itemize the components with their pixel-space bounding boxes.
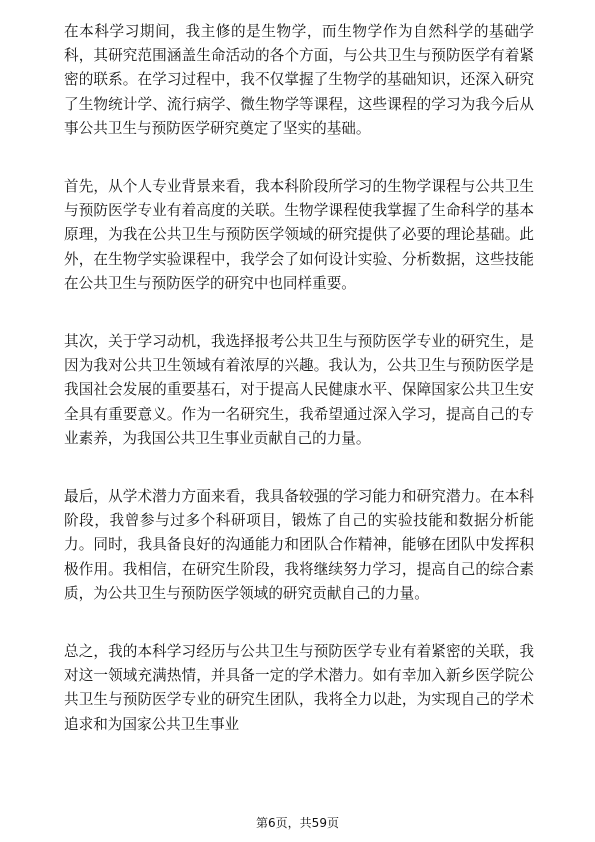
paragraph-5: 总之，我的本科学习经历与公共卫生与预防医学专业有着紧密的关联，我对这一领域充满热情，并具备一定的学术潜力。如有幸加入新乡医学院公共卫生与预防医学专业的研究生团队，我将全力以赴，为实现自己的学术追求和为国家公共卫生事业 [64,643,534,733]
paragraph-4: 最后，从学术潜力方面来看，我具备较强的学习能力和研究潜力。在本科阶段，我曾参与过多个科研项目，锻炼了自己的实验技能和数据分析能力。同时，我具备良好的沟通能力和团队合作精神，能够在团队中发挥积极作用。我相信，在研究生阶段，我将继续努力学习，提高自己的综合素质，为公共卫生与预防医学领域的研究贡献自己的力量。 [64,488,534,602]
paragraph-3: 其次，关于学习动机，我选择报考公共卫生与预防医学专业的研究生，是因为我对公共卫生领域有着浓厚的兴趣。我认为，公共卫生与预防医学是我国社会发展的重要基石，对于提高人民健康水平、保障国家公共卫生安全具有重要意义。作为一名研究生，我希望通过深入学习，提高自己的专业素养，为我国公共卫生事业贡献自己的力量。 [64,333,534,447]
page-number-footer: 第6页，共59页 [256,816,339,830]
document-body [64,20,534,771]
paragraph-2: 首先，从个人专业背景来看，我本科阶段所学习的生物学课程与公共卫生与预防医学专业有着高度的关联。生物学课程使我掌握了生命科学的基本原理，为我在公共卫生与预防医学领域的研究提供了必要的理论基础。此外，在生物学实验课程中，我学会了如何设计实验、分析数据，这些技能在公共卫生与预防医学的研究中也同样重要。 [64,178,534,292]
paragraph-1: 在本科学习期间，我主修的是生物学，而生物学作为自然科学的基础学科，其研究范围涵盖生命活动的各个方面，与公共卫生与预防医学有着紧密的联系。在学习过程中，我不仅掌握了生物学的基础知识，还深入研究了生物统计学、流行病学、微生物学等课程，这些课程的学习为我今后从事公共卫生与预防医学研究奠定了坚实的基础。 [64,23,534,137]
